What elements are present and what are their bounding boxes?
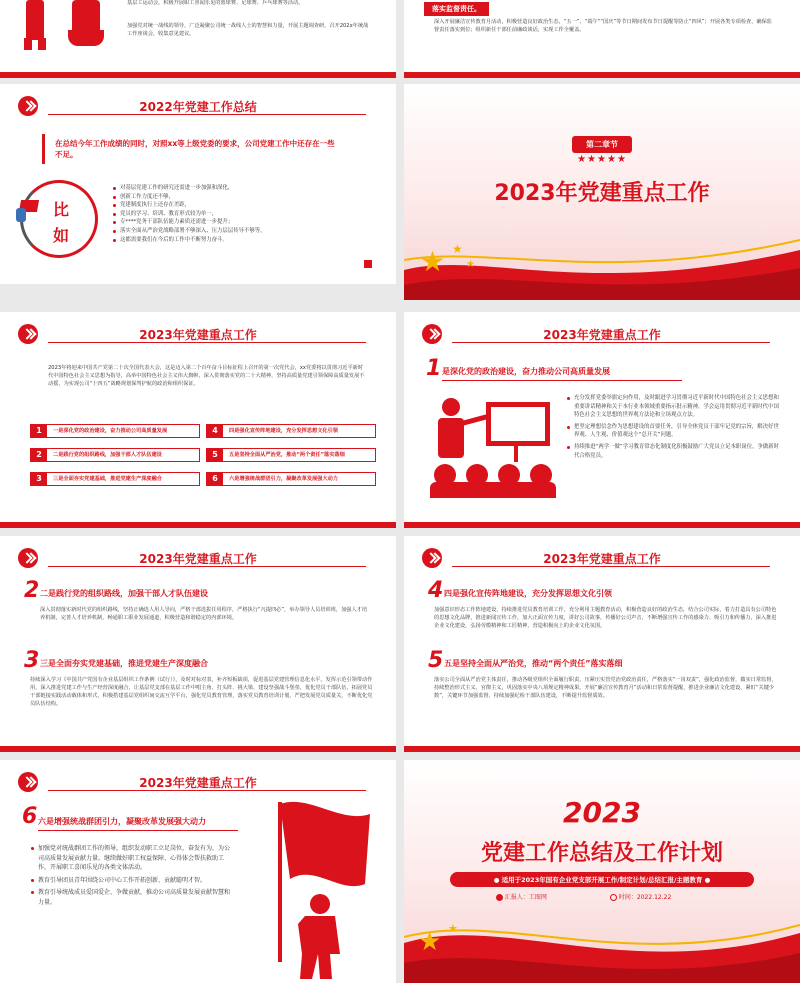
list-item: 党员的学习、培训、教育形式较为单一， [112, 210, 382, 219]
item-text-2: 深入贯彻落实新时代党的组织路线，坚持正确选人用人导向，严格干部选拔任用程序，严格执行“凡提四必”，举办领导人员培训班，加强人才培养机制，完善人才培养机制，畅通职工职业发展通道，积极营造和谐稳定的内部环境。 [40, 607, 368, 621]
date-text: 时间：2022.12.22 [618, 894, 672, 901]
circle-char-a: 比 [53, 200, 70, 219]
item-heading-3: 三是全面夯实党建基础，推进党建生产深度融合 [40, 659, 208, 668]
summary-text-2: 加强党对统一战线的领导，广泛凝聚公司统一战线人士的智慧和力量，开展主题调查研，召开202x年统战工作座谈会，收集意见建议。 [127, 23, 369, 37]
flag-bearer-icon [14, 200, 42, 224]
overview-item-5: 5 五是坚持全面从严治党，推动“两个责任”落实落细 [206, 448, 376, 462]
footer-bar [0, 746, 396, 752]
item-heading-line [442, 380, 682, 381]
star-icon: ★ [418, 927, 442, 957]
slide-title: 2022年党建工作总结 [139, 100, 257, 114]
date [610, 892, 671, 901]
header-line [452, 342, 770, 343]
slide-items-4-5 [404, 536, 800, 752]
slide-title: 2023年党建重点工作 [139, 776, 257, 790]
chapter-title: 2023年党建重点工作 [494, 181, 710, 206]
overview-item-4: 4 四是强化宣传阵地建设，充分发挥思想文化引领 [206, 424, 376, 438]
slide-supervision-tail [404, 0, 800, 78]
item-heading-6: 六是增强统战群团引力，凝聚改革发展强大动力 [38, 817, 206, 826]
list-item: 这都需要我们在今后的工作中不断努力奋斗。 [112, 236, 382, 245]
summary-text-1: 基层工运动会，积极开展职工喜闻乐见的篮球赛、足球赛、乒乓球赛等活动。 [127, 0, 304, 6]
footer-bar [404, 72, 800, 78]
slide-title: 2023年党建重点工作 [543, 552, 661, 566]
item-heading-5: 五是坚持全面从严治党，推动“两个责任”落实落细 [444, 659, 623, 668]
list-item: 教育引导统战成员爱国爱企、争做贡献，推动公司高质量发展贡献智慧和力量。 [30, 888, 230, 907]
item-number-6: 6 [22, 804, 38, 829]
item-bullets [566, 394, 780, 460]
chapter-label: 第二章节 [572, 136, 632, 153]
presenter-icon [428, 390, 558, 500]
item-number-3: 3 [24, 648, 40, 673]
stars-row: ★★★★★ [577, 154, 627, 165]
star-icon-small-2: ★ [466, 259, 475, 270]
cover-title: 党建工作总结及工作计划 [480, 841, 723, 866]
footer-bar [0, 72, 396, 78]
slide-header [0, 312, 396, 352]
clock-icon [610, 894, 617, 901]
header-line [48, 114, 366, 115]
slide-title: 2023年党建重点工作 [139, 552, 257, 566]
header-line [48, 342, 366, 343]
slide-header [404, 312, 800, 352]
overview-item-2: 2 二是践行党的组织路线，加强干部人才队伍建设 [30, 448, 200, 462]
corner-mark [364, 260, 372, 268]
item-number: 1 [426, 356, 442, 381]
people-figure-icon [20, 0, 50, 50]
slide-items-2-3 [0, 536, 396, 752]
list-item: 落实全面从严治党战略部署不够深入、压力层层传导不够等， [112, 227, 382, 236]
slide-item-1 [404, 312, 800, 528]
list-item: 对基层党建工作的研究还需进一步加强和深化， [112, 184, 382, 193]
people-figure-icon-2 [66, 0, 106, 50]
reporter-text: 汇报人：工图网 [504, 894, 547, 901]
slide-2023-overview [0, 312, 396, 528]
slide-title: 2023年党建重点工作 [139, 328, 257, 342]
list-item: 加强党对统战群团工作的领导，组织发动职工立足岗位，奋发有为，为公司高质量发展贡献力量。继续做好职工权益保障、心得体会帮扶救助工作，开展职工喜闻乐见的各类文体活动。 [30, 844, 230, 873]
cover-banner: ● 适用于2023年国有企业党支部开展工作/制定计划/总结汇报/主题教育 ● [450, 872, 754, 887]
star-icon-small: ★ [452, 242, 463, 256]
footer-bar [404, 522, 800, 528]
list-item: 把坚定理想信念作为思想建设的首要任务，引导全体党员干部牢记党的宗旨，解决好世界观、人生观、价值观这个“总开关”问题。 [566, 423, 780, 440]
slide-chapter-cover [404, 84, 800, 300]
item-number-4: 4 [428, 578, 444, 603]
header-line [452, 566, 770, 567]
slide-header [0, 536, 396, 576]
item-text-5: 落实公司全面从严治党主体责任，推动各级党组织全面履行职责，压紧压实管党治党政治责任，严格落实“一岗双责”，强化政治监督，做实日常监督，持续整治形式主义、官僚主义，巩固落实中央八项规定精神成果。开展“廉洁宣传教育月”活动和日常监督提醒，推进企业廉洁文化建设，紧盯“关键少数”，关键环节加强监督，持续加强纪检干部队伍建设，不断提升监督质效。 [434, 677, 777, 699]
header-line [48, 790, 366, 791]
summary-list [112, 184, 382, 244]
header-line [48, 566, 366, 567]
footer-bar [404, 746, 800, 752]
item-heading-2: 二是践行党的组织路线，加强干部人才队伍建设 [40, 589, 208, 598]
list-item: 党建制度执行上还存在差距， [112, 201, 382, 210]
slide-title: 2023年党建重点工作 [543, 328, 661, 342]
lead-box [42, 134, 352, 164]
item-heading-4: 四是强化宣传阵地建设，充分发挥思想文化引领 [444, 589, 612, 598]
slide-summary-tail [0, 0, 396, 78]
list-item: 充分发挥党委举旗定向作用，及时跟进学习贯彻习近平新时代中国特色社会主义思想和重要讲话精神和关于本行业本领域重要指示批示精神，学会运用贯彻习近平新时代中国特色社会主义思想的世界观方法论和立场观点方法。 [566, 394, 780, 420]
slide-header [0, 84, 396, 124]
slide-2022-summary [0, 84, 396, 284]
overview-item-3: 3 三是全面夯实党建基础，推进党建生产深度融合 [30, 472, 200, 486]
list-item: 专****党务干部队伍能力素质还需进一步提升； [112, 218, 382, 227]
overview-intro: 2023年将迎来中国共产党第二十次全国代表大会，这是迈入第二个百年奋斗目标征程上召开的第一次党代会，xx党委将以贯彻习近平新时代中国特色社会主义思想为指导，高举中国特色社会主义伟大旗帜，深入贯彻落实党的二十大精神，坚持高质量党建引领保障高质量发展不动摇，为实现公司“十四五”战略规划保驾护航的政治和组织保证。 [48, 365, 365, 387]
circle-char-b: 如 [53, 226, 70, 245]
lead-text: 在总结今年工作成绩的同时，对照xx等上级党委的要求，公司党建工作中还存在一些不足。 [55, 139, 335, 159]
footer-bar [0, 522, 396, 528]
slide-header [404, 536, 800, 576]
flag-soldier-icon [260, 794, 380, 983]
cover-year: 2023 [563, 796, 641, 829]
item-number-5: 5 [428, 648, 444, 673]
star-icon-small: ★ [448, 922, 458, 935]
item-heading: 是深化党的政治建设，奋力推动公司高质量发展 [442, 367, 610, 376]
supervision-text: 深入开展廉洁宣传教育月活动，积极营造良好政治生态，“五一”、“端午”“国庆”等节日期间发布节日提醒等防止“四风”；开展各类专项检查，确保监督责任落实到位；组织新任干部任前廉政谈话，实现工作全覆盖。 [434, 19, 772, 33]
list-item: 教育引导团员青年围绕公司中心工作开拓创新、贡献聪明才智。 [30, 876, 230, 886]
overview-item-6: 6 六是增强统战群团引力，凝聚改革发展强大动力 [206, 472, 376, 486]
user-icon [496, 894, 503, 901]
ribbon-wave [404, 230, 800, 300]
list-item: 持续推进“两学一做”学习教育常态化制度化积极鼓励广大党员立足本职岗位，争做新时代合格党员。 [566, 443, 780, 460]
chapter-tag [404, 132, 800, 153]
supervision-title: 落实监督责任。 [424, 2, 489, 16]
slide-final-cover [404, 760, 800, 983]
reporter [496, 892, 547, 901]
item-bullets [30, 844, 230, 907]
slide-item-6 [0, 760, 396, 983]
ribbon-wave [404, 903, 800, 983]
item-number-2: 2 [24, 578, 40, 603]
item-text-3: 持续深入学习《中国共产党国有企业基层组织工作条例（试行）》，及时对标对表，补齐短板缺项，促进基层党建管理信息化水平。发挥示范引领带动作用，深入推进党建工作与生产经营深度融合，让基层党支部在基层工作中唱主角、打头阵、挑大梁，建设坚强战斗堡垒，优化党员干部队伍，拓展党员干部链接实践活动载体和形式，积极搭建基层党组织间交流互学平台，强化党员教育管理，落实党员教育培训计划，严把发展党员质量关，不断优化党员队伍结构。 [30, 677, 373, 707]
overview-item-1: 1 一是深化党的政治建设，奋力推动公司高质量发展 [30, 424, 200, 438]
item-text-4: 加强意识形态工作阵地建设，持续推进党员教育培训工作，充分利用主题教育活动，积极营造良好的政治生态，结合公司实际，着力打造具有公司特色的思想文化品牌，推进新闻宣传工作，加大正面宣传力度，讲好公司故事，传播好公司声音，不断增强宣传工作的感染力、吸引力和传播力，深入推进企业文化建设，弘扬劳模精神和工匠精神，营造积极向上的企业文化氛围。 [434, 607, 777, 629]
star-icon: ★ [420, 245, 446, 278]
list-item: 创新工作力度还不够， [112, 193, 382, 202]
item-heading-line [38, 830, 238, 831]
